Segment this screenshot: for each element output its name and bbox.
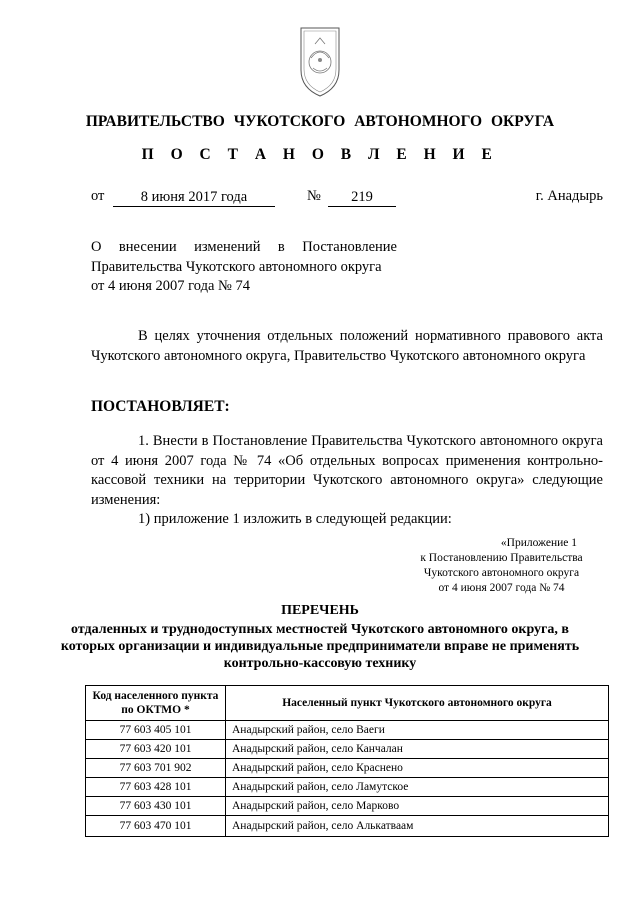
settlement-cell: Анадырский район, село Канчалан bbox=[226, 740, 609, 759]
decree-city: г. Анадырь bbox=[535, 188, 603, 204]
appendix-note-line: Чукотского автономного округа bbox=[423, 567, 580, 579]
oktmo-code-cell: 77 603 405 101 bbox=[86, 721, 226, 740]
list-title: ПЕРЕЧЕНЬ bbox=[281, 603, 359, 618]
list-heading bbox=[0, 602, 640, 672]
appendix-note bbox=[400, 536, 603, 596]
appendix-note-line: к Постановлению Правительства bbox=[420, 552, 583, 564]
item-1-subitem: 1) приложение 1 изложить в следующей редакции: bbox=[138, 511, 452, 527]
settlements-table bbox=[85, 685, 609, 837]
column-header-code: Код населенного пункта по ОКТМО * bbox=[86, 686, 226, 721]
table-header-row bbox=[86, 686, 609, 721]
coat-of-arms-icon bbox=[299, 24, 341, 104]
oktmo-code-cell: 77 603 701 902 bbox=[86, 759, 226, 778]
item-1-paragraph bbox=[91, 432, 603, 530]
table-row bbox=[86, 816, 609, 837]
preamble-text: В целях уточнения отдельных положений нормативного правового акта Чукотского автономного округа, Правительство Чукотского автономного округа bbox=[91, 328, 603, 364]
table-row bbox=[86, 759, 609, 778]
decree-number: 219 bbox=[328, 188, 396, 207]
decree-date: 8 июня 2017 года bbox=[113, 188, 275, 207]
settlement-cell: Анадырский район, село Марково bbox=[226, 797, 609, 816]
subject-line: Правительства Чукотского автономного округа bbox=[91, 258, 382, 275]
subject-line: О внесении изменений в Постановление bbox=[91, 239, 397, 255]
column-header-place: Населенный пункт Чукотского автономного округа bbox=[226, 686, 609, 721]
settlement-cell: Анадырский район, село Краснено bbox=[226, 759, 609, 778]
oktmo-code-cell: 77 603 430 101 bbox=[86, 797, 226, 816]
date-label: от bbox=[91, 188, 105, 204]
appendix-note-line: от 4 июня 2007 года № 74 bbox=[438, 582, 565, 594]
oktmo-code-cell: 77 603 428 101 bbox=[86, 778, 226, 797]
table-row bbox=[86, 721, 609, 740]
table-row bbox=[86, 740, 609, 759]
decree-subject bbox=[91, 238, 397, 297]
list-subtitle: отдаленных и труднодоступных местностей Чукотского автономного округа, в которых организации и индивидуальные предприниматели вправе не применять контрольно-кассовую технику bbox=[60, 622, 580, 671]
item-1-text: 1. Внести в Постановление Правительства Чукотского автономного округа от 4 июня 2007 года № 74 «Об отдельных вопросах применения контрольно-кассовой техники на территории Чукотского автономного округа» следующие изменения: bbox=[91, 433, 603, 508]
subject-line: от 4 июня 2007 года № 74 bbox=[91, 278, 250, 294]
table-row bbox=[86, 778, 609, 797]
settlement-cell: Анадырский район, село Ламутское bbox=[226, 778, 609, 797]
preamble-paragraph bbox=[91, 327, 603, 366]
oktmo-code-cell: 77 603 470 101 bbox=[86, 816, 226, 837]
appendix-note-line: «Приложение 1 bbox=[500, 537, 577, 549]
decree-meta-row bbox=[91, 188, 603, 210]
settlement-cell: Анадырский район, село Алькатваам bbox=[226, 816, 609, 837]
table-row bbox=[86, 797, 609, 816]
number-label: № bbox=[307, 188, 321, 204]
document-type-title: П О С Т А Н О В Л Е Н И Е bbox=[141, 146, 499, 163]
settlement-cell: Анадырский район, село Ваеги bbox=[226, 721, 609, 740]
resolves-heading: ПОСТАНОВЛЯЕТ: bbox=[91, 398, 230, 415]
government-title: ПРАВИТЕЛЬСТВО ЧУКОТСКОГО АВТОНОМНОГО ОКРУГА bbox=[85, 113, 555, 130]
oktmo-code-cell: 77 603 420 101 bbox=[86, 740, 226, 759]
